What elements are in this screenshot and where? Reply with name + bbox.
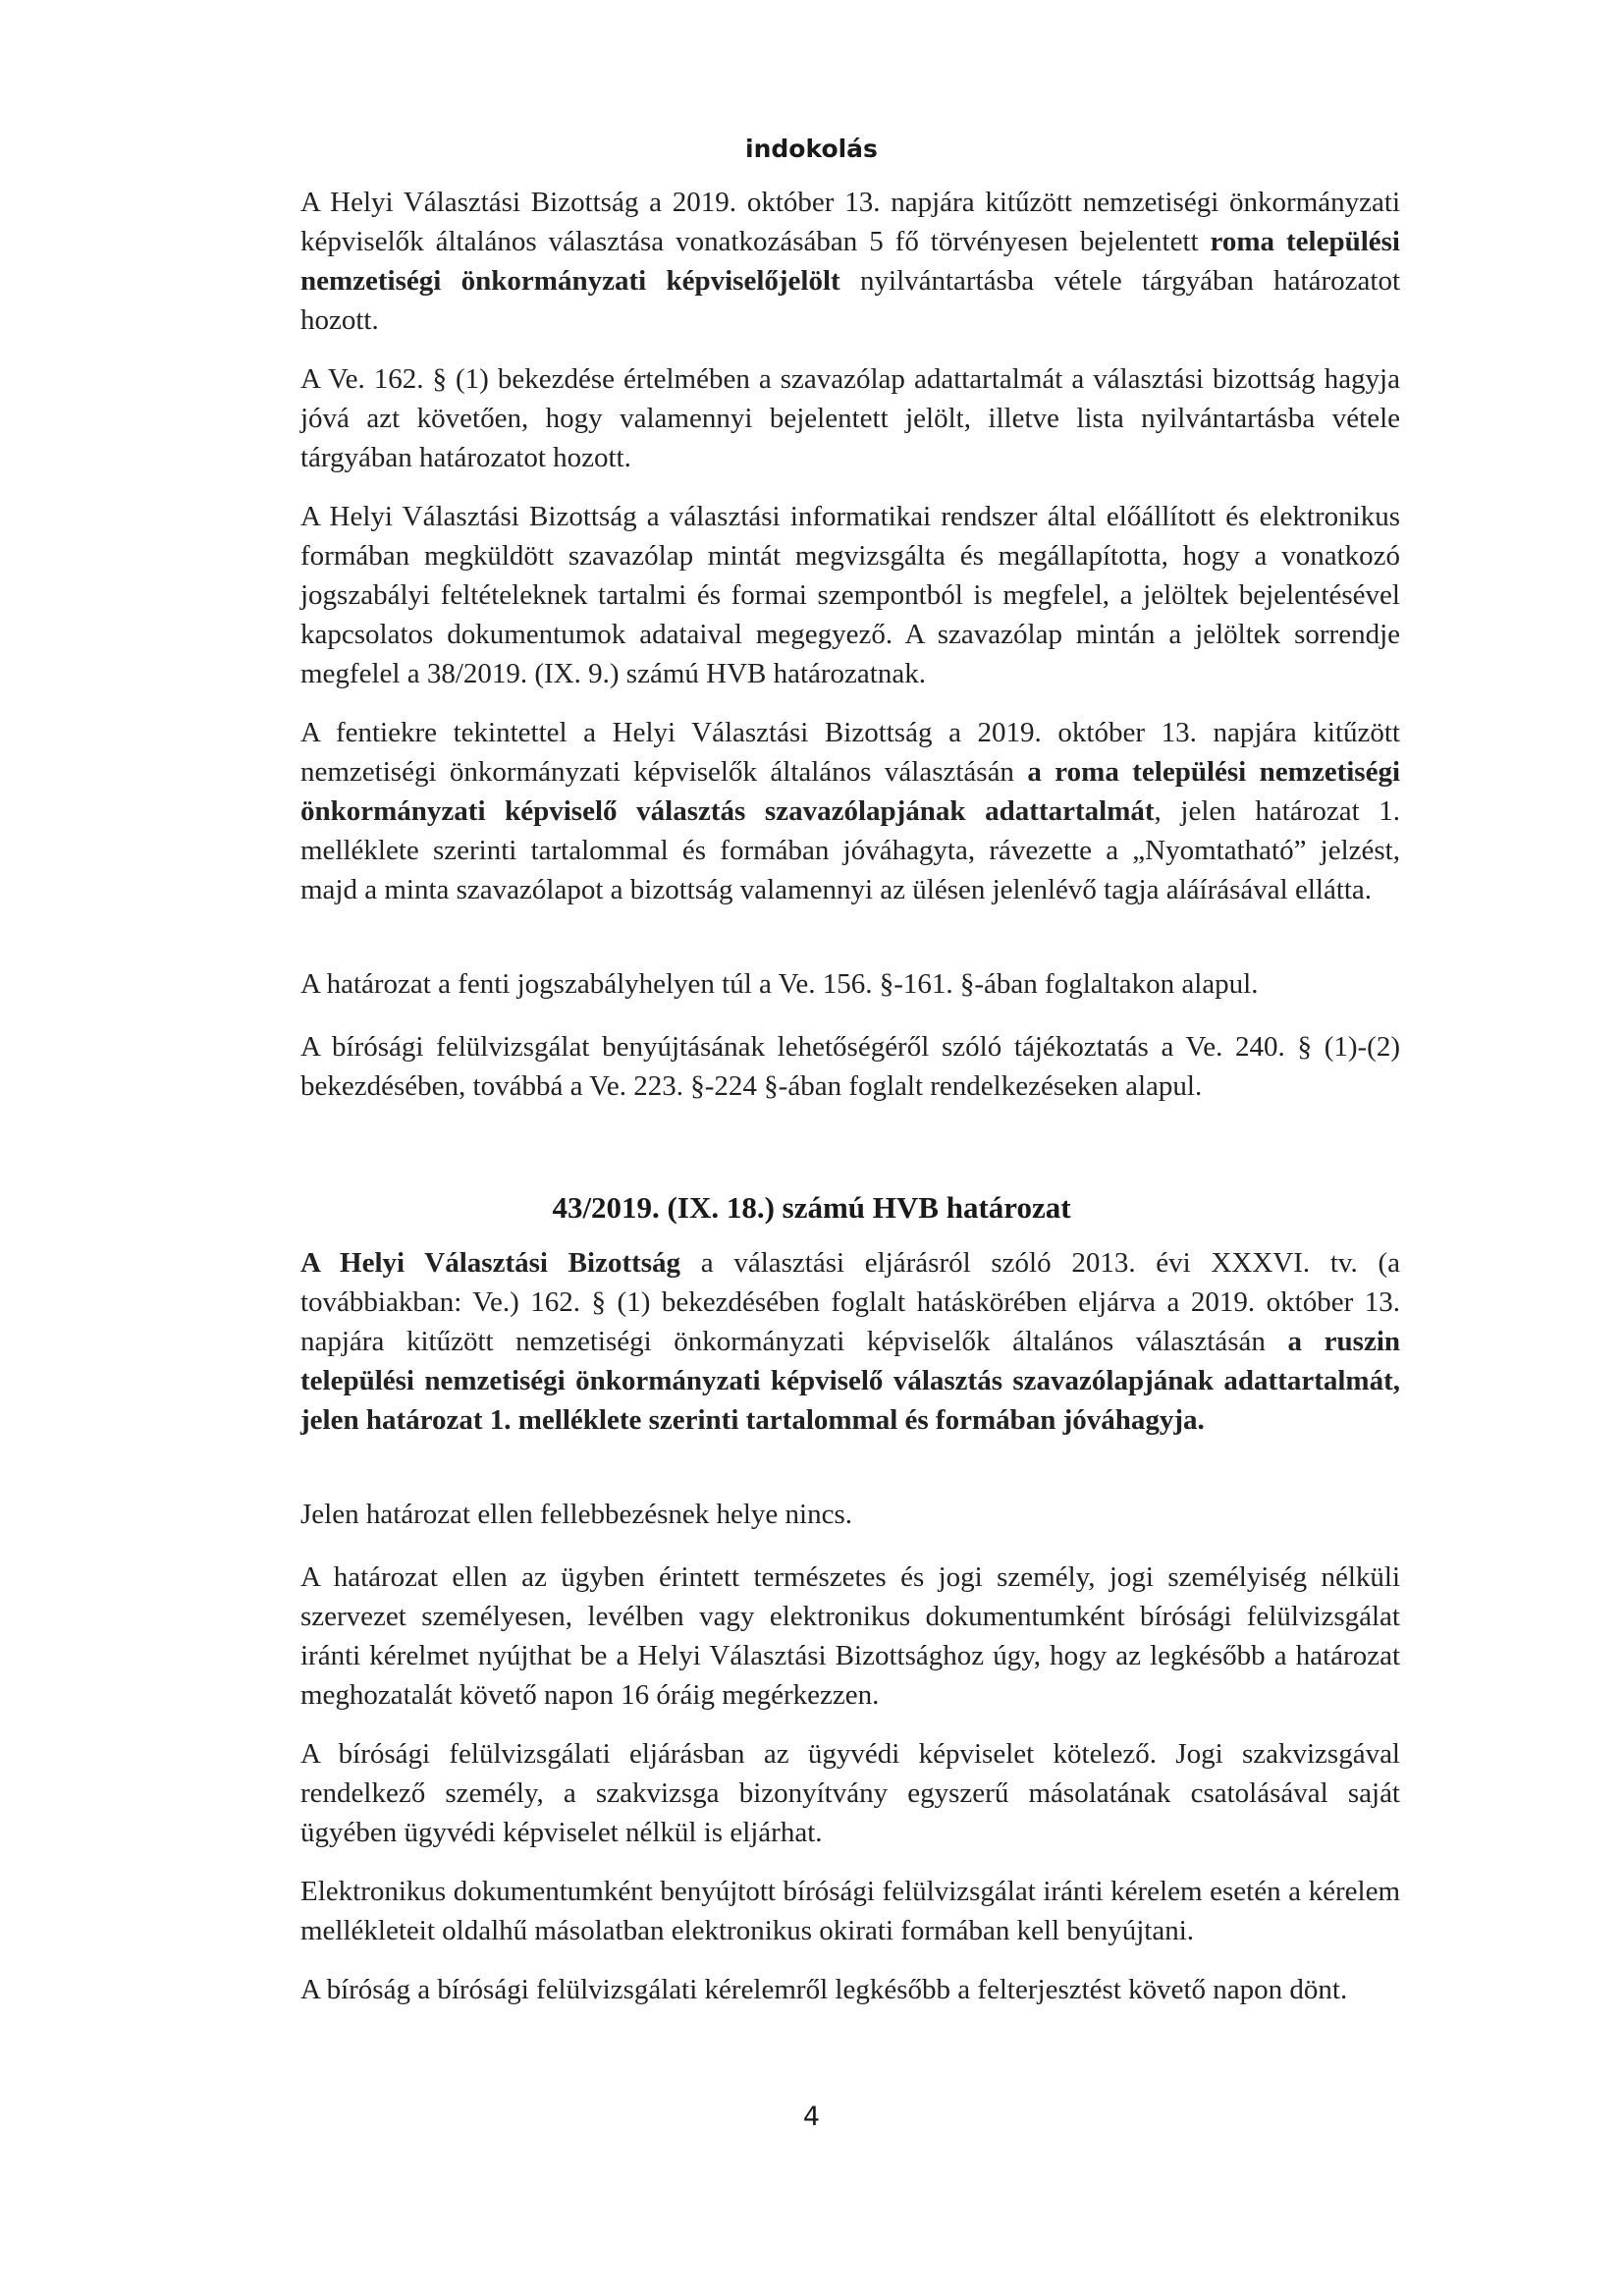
text-segment: A határozat ellen az ügyben érintett természetes és jogi személy, jogi személyiség nélküli szervezet személyesen, levélben vagy elektronikus dokumentumként bírósági felülvizsgálat iránti kérelmet nyújthat be a Helyi Választási Bizottsághoz úgy, hogy az legkésőbb a határozat meghozatalát követő napon 16 óráig megérkezzen. <box>300 1561 1400 1711</box>
resolution-paragraph <box>300 1734 1400 1852</box>
text-segment: A Helyi Választási Bizottság a 2019. október 13. napjára kitűzött nemzetiségi önkormányzati képviselők általános választása vonatkozásában 5 fő törvényesen bejelentett <box>300 187 1400 257</box>
page-number: 4 <box>802 2102 821 2132</box>
resolution-paragraph <box>300 1970 1400 2009</box>
text-segment: A határozat a fenti jogszabályhelyen túl a Ve. 156. §-161. §-ában foglaltakon alapul. <box>300 968 1259 1000</box>
resolution-paragraph <box>300 1495 1400 1534</box>
resolution-paragraph <box>300 1872 1400 1950</box>
resolution-paragraph <box>300 1558 1400 1715</box>
text-segment-bold: A Helyi Választási Bizottság <box>300 1247 681 1279</box>
text-segment: A Ve. 162. § (1) bekezdése értelmében a szavazólap adattartalmát a választási bizottság hagyja jóvá azt követően, hogy valamennyi bejelentett jelölt, illetve lista nyilvántartásba vétele tárgyában határozatot hozott. <box>300 363 1400 473</box>
text-segment: A bíróság a bírósági felülvizsgálati kérelemről legkésőbb a felterjesztést követő napon dönt. <box>300 1974 1348 2005</box>
reasoning-paragraph <box>300 183 1400 340</box>
text-segment: Jelen határozat ellen fellebbezésnek helye nincs. <box>300 1499 853 1530</box>
text-segment-bold: a ruszin települési nemzetiségi önkormányzati képviselő választás szavazólapjának adattartalmát, jelen határozat 1. melléklete szerinti tartalommal és formában jóváhagyja. <box>300 1326 1401 1436</box>
text-segment: A Helyi Választási Bizottság a választási informatikai rendszer által előállított és elektronikus formában megküldött szavazólap mintát megvizsgálta és megállapította, hogy a vonatkozó jogszabályi feltételeknek tartalmi és formai szempontból is megfelel, a jelöltek bejelentésével kapcsolatos dokumentumok adataival megegyező. A szavazólap mintán a jelöltek sorrendje megfelel a 38/2019. (IX. 9.) számú HVB határozatnak. <box>300 501 1400 689</box>
text-segment-bold: a roma települési nemzetiségi önkormányzati képviselő választás szavazólapjának adattartalmát <box>300 756 1400 827</box>
resolution-heading: 43/2019. (IX. 18.) számú HVB határozat <box>552 1190 1071 1225</box>
reasoning-paragraph <box>300 1027 1400 1106</box>
reasoning-paragraph <box>300 964 1400 1004</box>
reasoning-paragraph <box>300 713 1400 909</box>
reasoning-paragraph <box>300 497 1400 693</box>
text-segment: a választási eljárásról szóló 2013. évi XXXVI. tv. (a továbbiakban: Ve.) 162. § (1) bekezdésében foglalt hatáskörében eljárva a 2019. október 13. napjára kitűzött nemzetiségi önkormányzati képviselők általános választásán <box>300 1247 1401 1357</box>
text-segment: A bírósági felülvizsgálati eljárásban az ügyvédi képviselet kötelező. Jogi szakvizsgával rendelkező személy, a szakvizsga bizonyítvány egyszerű másolatának csatolásával saját ügyében ügyvédi képviselet nélkül is eljárhat. <box>300 1738 1400 1848</box>
text-segment: Elektronikus dokumentumként benyújtott bírósági felülvizsgálat iránti kérelem esetén a kérelem mellékleteit oldalhű másolatban elektronikus okirati formában kell benyújtani. <box>300 1876 1400 1946</box>
section-heading-indokolas: indokolás <box>745 135 878 163</box>
text-segment-bold: roma települési nemzetiségi önkormányzati képviselőjelölt <box>300 226 1400 297</box>
text-segment: A fentiekre tekintettel a Helyi Választási Bizottság a 2019. október 13. napjára kitűzött nemzetiségi önkormányzati képviselők általános választásán <box>300 717 1400 788</box>
text-segment: , jelen határozat 1. melléklete szerinti tartalommal és formában jóváhagyta, rávezette a „Nyomtatható” jelzést, majd a minta szavazólapot a bizottság valamennyi az ülésen jelenlévő tagja aláírásával ellátta. <box>300 795 1400 905</box>
text-segment: A bírósági felülvizsgálat benyújtásának lehetőségéről szóló tájékoztatás a Ve. 240. § (1)-(2) bekezdésében, továbbá a Ve. 223. §-224 §-ában foglalt rendelkezéseken alapul. <box>300 1031 1400 1102</box>
reasoning-paragraph <box>300 359 1400 477</box>
resolution-paragraph <box>300 1243 1400 1440</box>
text-segment: nyilvántartásba vétele tárgyában határozatot hozott. <box>300 265 1400 336</box>
